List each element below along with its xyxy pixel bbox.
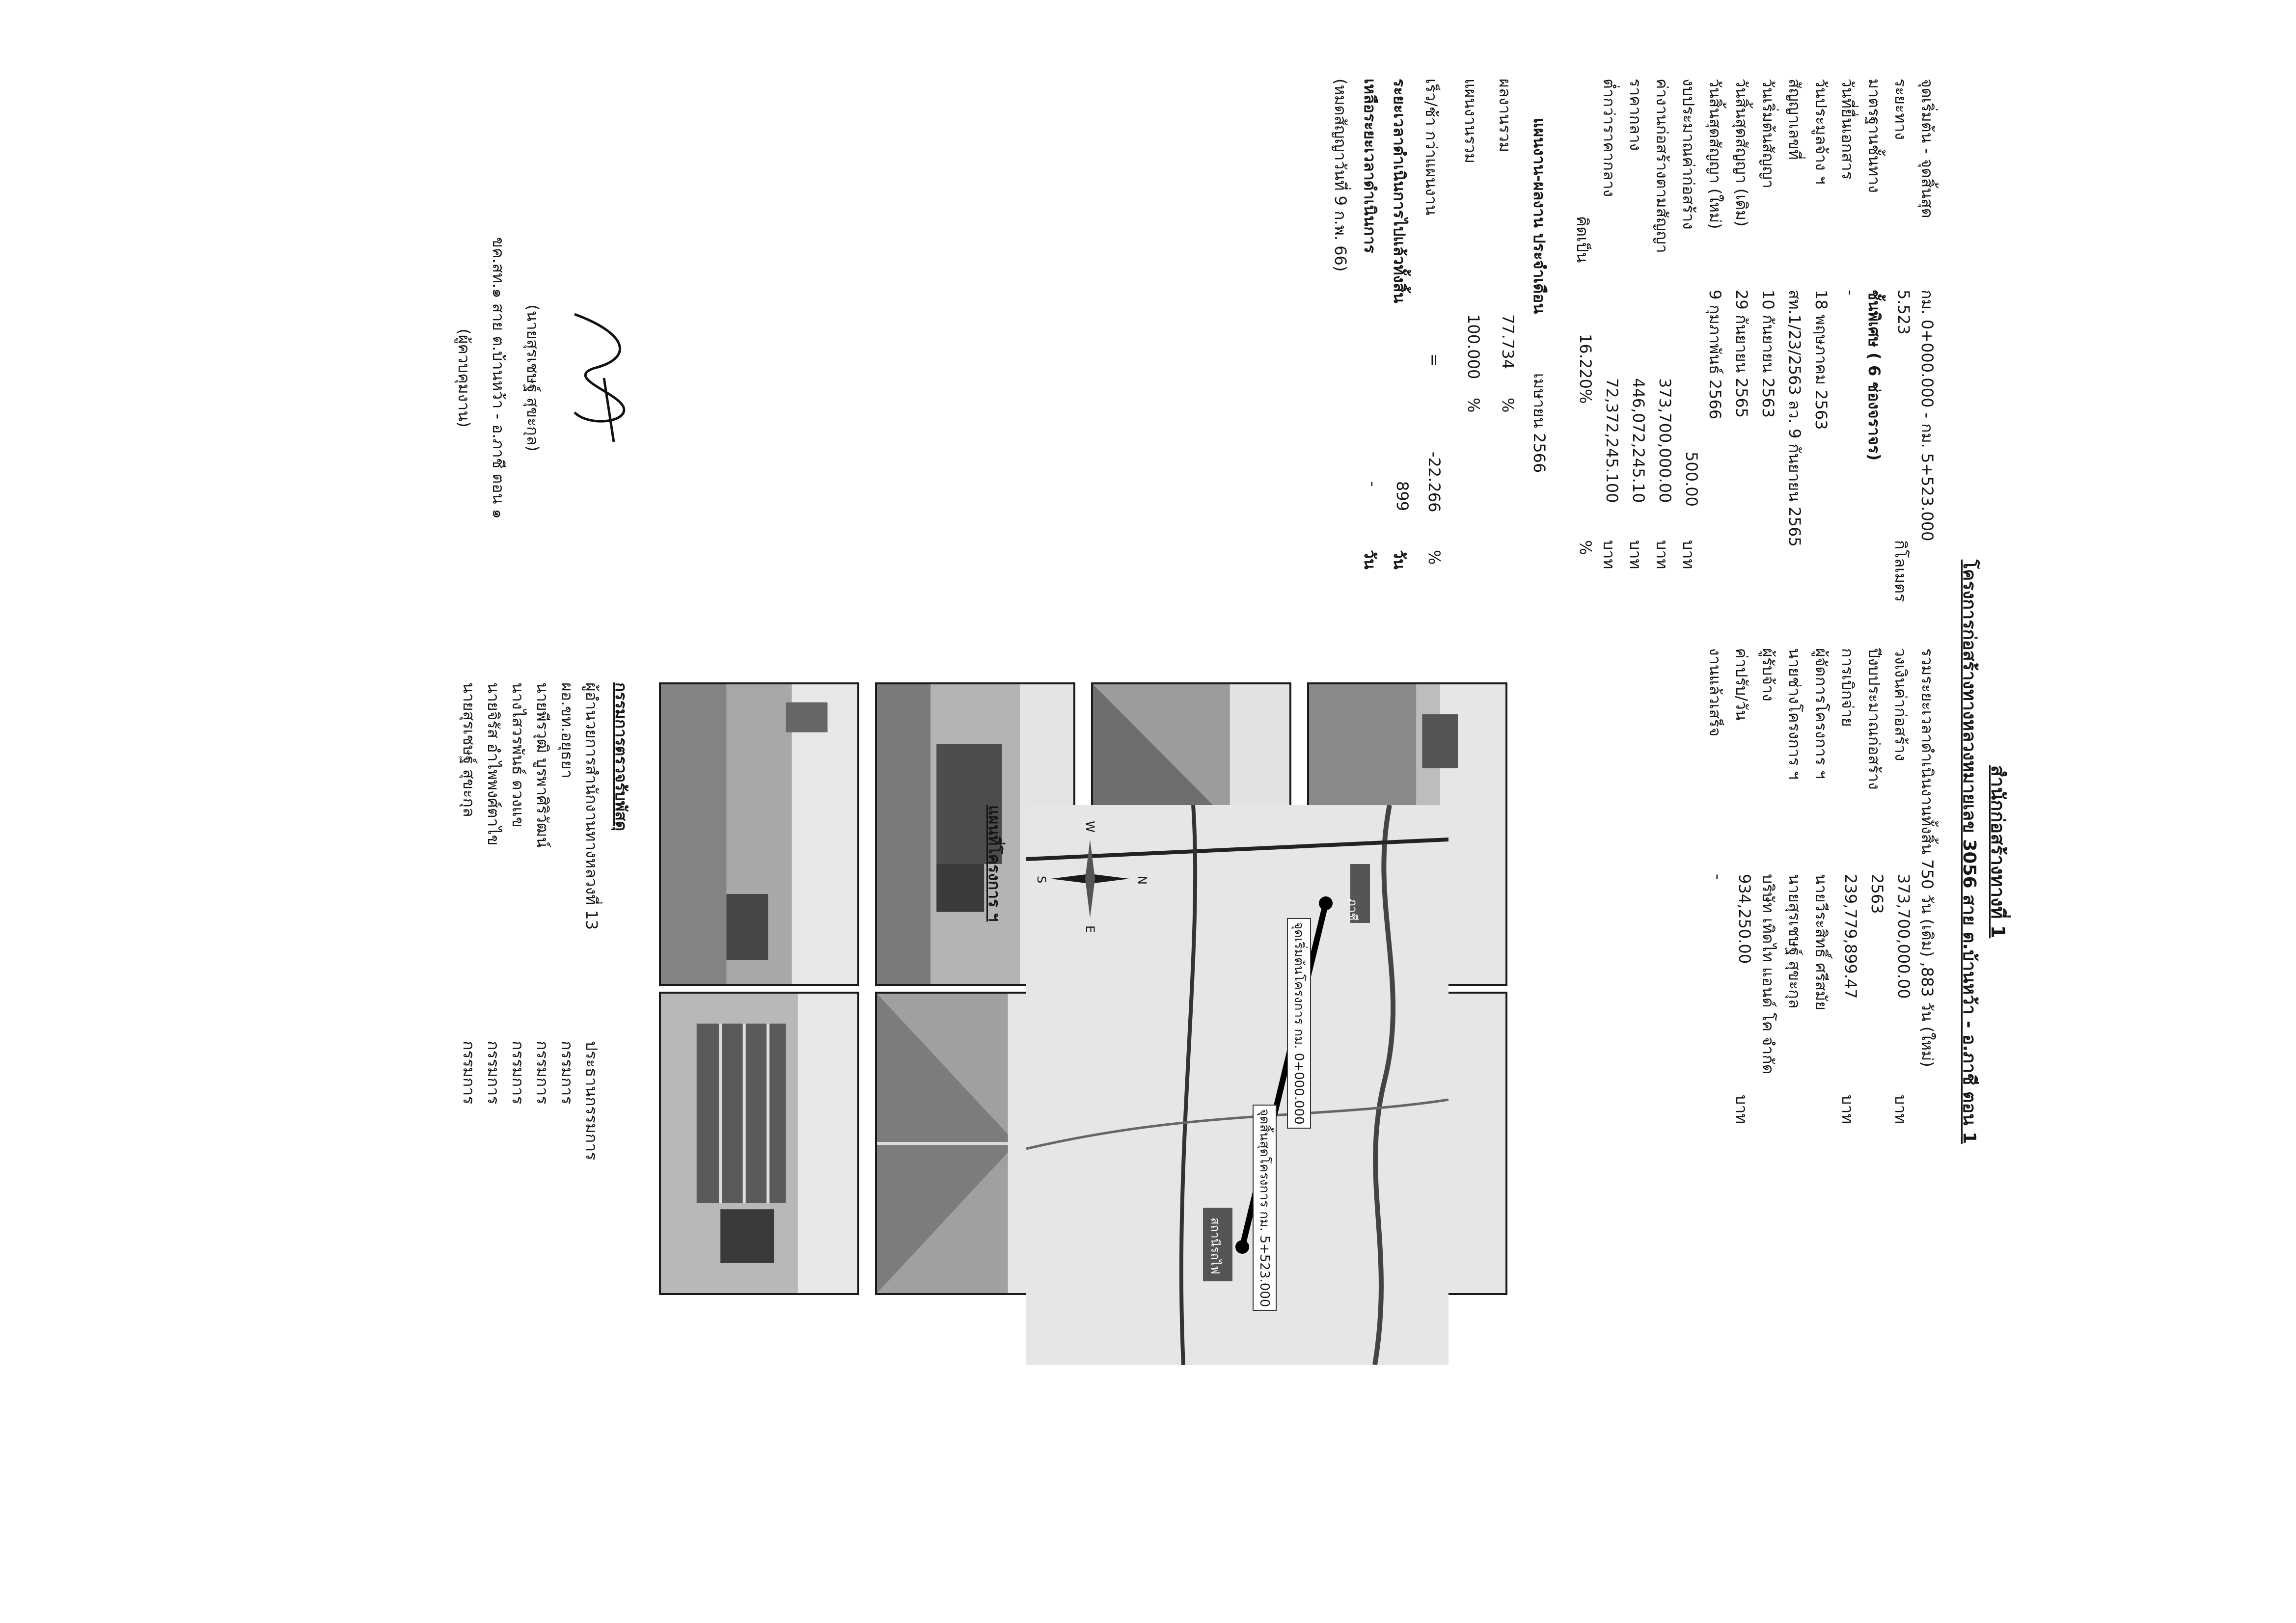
info-row xyxy=(1833,79,1860,1623)
committee-member-role: กรรมการ xyxy=(484,1041,503,1105)
info-label: ราคากลาง xyxy=(1626,79,1645,151)
percent-label: คิดเป็น xyxy=(1573,216,1592,263)
signatory-position: ขค.สท.๑ สาย ต.บ้านหว้า - อ.ภาชี ตอน ๑ xyxy=(489,237,508,519)
info-value: 9 กุมภาพันธ์ 2566 xyxy=(1706,290,1724,420)
info-row xyxy=(1727,79,1754,1623)
map-area-label: ภาชี xyxy=(1346,898,1360,921)
info-unit: บาท xyxy=(1653,540,1671,569)
info-unit-2: บาท xyxy=(1891,1095,1910,1124)
info-label: ค่างานก่อสร้างตามสัญญา xyxy=(1653,79,1671,253)
info-label: มาตรฐานชั้นทาง xyxy=(1865,79,1884,193)
info-label: วันเริ่มต้นสัญญา xyxy=(1759,79,1777,189)
compass-east: E xyxy=(1083,925,1097,933)
info-row xyxy=(1568,79,1595,1623)
info-value-2: นายสุรเชษฐ์ สุขะกุล xyxy=(1785,874,1804,1009)
info-row xyxy=(1595,79,1621,1623)
percent-unit: % xyxy=(1576,540,1595,555)
info-label: สัญญาเลขที่ xyxy=(1785,79,1804,160)
contract-end-note: (หมดสัญญาวันที่ 9 ก.พ. 66) xyxy=(1331,79,1350,272)
committee-member-name: นายจิรัส อำไพพงศ์ตาไข xyxy=(484,682,503,846)
info-label: งบประมาณค่าก่อสร้าง xyxy=(1679,79,1698,230)
office-title: สำนักก่อสร้างทางที่ 1 xyxy=(1987,765,2009,939)
info-value: 5.523 xyxy=(1894,290,1913,335)
info-value: 18 พฤษภาคม 2563 xyxy=(1812,290,1831,430)
info-value: 373,700,000.00 xyxy=(1656,378,1674,503)
info-row xyxy=(1860,79,1886,1623)
committee-member-role: กรรมการ xyxy=(533,1041,552,1105)
diff-equals: = xyxy=(1425,353,1444,367)
info-value-2: 239,779,899.47 xyxy=(1841,874,1860,999)
signatory-role: (ผู้ควบคุมงาน) xyxy=(455,328,473,428)
committee-title: กรรมการตรวจรับพัสดุ xyxy=(612,682,630,831)
remaining-unit: วัน xyxy=(1361,550,1379,569)
map-end-label: จุดสิ้นสุดโครงการ กม. 5+523.000 xyxy=(1253,1105,1277,1311)
committee-member-name: นายพีรวุฒิ บูรพาศิริวัฒน์ xyxy=(533,682,552,848)
plan-value: 100.000 xyxy=(1464,314,1483,379)
info-label-2: รวมระยะเวลาดำเนินงานทั้งสิ้น 750 วัน (เดิม) ,883 วัน (ใหม่) xyxy=(1918,648,1937,1067)
diff-unit: % xyxy=(1425,550,1444,565)
elapsed-value: 899 xyxy=(1393,481,1412,512)
info-label: ต่ำกว่าราคากลาง xyxy=(1600,79,1618,197)
elapsed-unit: วัน xyxy=(1390,550,1409,569)
plan-unit: % xyxy=(1464,398,1483,413)
info-value: 29 กันยายน 2565 xyxy=(1732,290,1751,418)
info-value: 72,372,245.100 xyxy=(1603,378,1621,503)
project-location-map xyxy=(1026,805,1449,1365)
info-label: วันสิ้นสุดสัญญา (เดิม) xyxy=(1732,79,1751,227)
actual-value: 77.734 xyxy=(1499,314,1517,369)
info-row xyxy=(1780,79,1807,1623)
info-value-2: 934,250.00 xyxy=(1735,874,1754,964)
signatory-name: (นายสุรเชษฐ์ สุขะกุล) xyxy=(523,304,542,452)
committee-member-role: กรรมการ xyxy=(460,1041,478,1105)
info-row xyxy=(1621,79,1648,1623)
info-label-2: ปีงบประมาณก่อสร้าง xyxy=(1865,648,1884,790)
map-station-label: สถานีรถไฟ xyxy=(1208,1217,1222,1274)
info-value-2: นายวีระสิทธิ์ ศรีสมัย xyxy=(1812,874,1831,1011)
info-value-2: - xyxy=(1709,874,1727,880)
info-value: ชั้นพิเศษ ( 6 ช่องจราจร) xyxy=(1865,290,1884,461)
info-unit-2: บาท xyxy=(1732,1095,1751,1124)
committee-member-name: นางไสวรพันธ์ ดวงแข xyxy=(509,682,527,828)
info-label: จุดเริ่มต้น - จุดสิ้นสุด xyxy=(1918,79,1937,218)
percent-value: 16.220% xyxy=(1576,334,1595,404)
info-label-2: ผู้จัดการโครงการ ฯ xyxy=(1812,648,1831,779)
compass-rose-icon xyxy=(1035,821,1149,933)
info-label-2: นายช่างโครงการ ฯ xyxy=(1785,648,1804,780)
info-row xyxy=(1807,79,1833,1623)
diff-value: -22.266 xyxy=(1425,452,1444,513)
committee-member-name: ผอ.ขท.อยุธยา xyxy=(558,682,576,779)
site-photo-roadside xyxy=(659,682,859,986)
info-value-2: 2563 xyxy=(1868,874,1886,914)
handwritten-signature xyxy=(550,304,648,452)
info-row xyxy=(1674,79,1701,1623)
map-title: แผนที่โครงการ ฯ xyxy=(985,805,1004,922)
map-start-label: จุดเริ่มต้นโครงการ กม. 0+000.000 xyxy=(1287,918,1311,1129)
info-label: วันสิ้นสุดสัญญา (ใหม่) xyxy=(1706,79,1724,229)
info-unit-2: บาท xyxy=(1838,1095,1857,1124)
info-value: 500.00 xyxy=(1682,452,1701,507)
info-label: วันที่ยื่นเอกสาร xyxy=(1838,79,1857,180)
info-row xyxy=(1701,79,1727,1623)
info-value: สท.1/23/2563 ลว. 9 กันยายน 2565 xyxy=(1785,290,1804,547)
site-photo-rebar-work xyxy=(659,992,859,1295)
info-row xyxy=(1754,79,1780,1623)
progress-title: แผนงาน-ผลงาน ประจำเดือน xyxy=(1530,118,1549,314)
info-row xyxy=(1913,79,1940,1623)
elapsed-label: ระยะเวลาดำเนินการไปแล้วทั้งสิ้น xyxy=(1390,79,1409,303)
info-value: กม. 0+000.000 - กม. 5+523.000 xyxy=(1918,290,1937,541)
committee-member-role: ประธานกรรมการ xyxy=(582,1041,601,1161)
committee-member-role: กรรมการ xyxy=(558,1041,576,1105)
info-unit: บาท xyxy=(1679,540,1698,569)
actual-label: ผลงานรวม xyxy=(1496,79,1514,153)
info-label: ระยะทาง xyxy=(1891,79,1910,140)
project-title: โครงการก่อสร้างทางหลวงหมายเลข 3056 สาย ต.บ้านหว้า - อ.ภาชี ตอน 1 xyxy=(1959,559,1979,1144)
info-value-2: บริษัท เทิดไท แอนด์ โค จำกัด xyxy=(1759,874,1777,1075)
info-label-2: วงเงินค่าก่อสร้าง xyxy=(1891,648,1910,761)
committee-member-name: ผู้อำนวยการสำนักงานทางหลวงที่ 13 xyxy=(582,682,601,930)
compass-south: S xyxy=(1035,876,1048,884)
compass-north: N xyxy=(1135,876,1149,885)
info-row xyxy=(1886,79,1913,1623)
rotated-report-page xyxy=(295,79,2013,1623)
info-value: 10 กันยายน 2563 xyxy=(1759,290,1777,418)
plan-label: แผนงานรวม xyxy=(1461,79,1480,163)
info-label-2: งานแล้วเสร็จ xyxy=(1706,648,1724,737)
actual-unit: % xyxy=(1499,398,1517,413)
info-unit: บาท xyxy=(1600,540,1618,569)
info-value: - xyxy=(1841,290,1860,296)
info-label: วันประมูลจ้าง ฯ xyxy=(1812,79,1831,185)
info-row xyxy=(1648,79,1674,1623)
info-unit: กิโลเมตร xyxy=(1891,540,1910,602)
compass-west: W xyxy=(1083,821,1097,833)
info-value-2: 373,700,000.00 xyxy=(1894,874,1913,999)
remaining-label: เหลือระยะเวลาดำเนินการ xyxy=(1361,79,1379,253)
info-label-2: ค่าปรับ/วัน xyxy=(1732,648,1751,721)
info-unit: บาท xyxy=(1626,540,1645,569)
diff-label: เร็ว/ช้า กว่าแผนงาน xyxy=(1422,79,1441,216)
info-label-2: ผู้รับจ้าง xyxy=(1759,648,1777,702)
info-value: 446,072,245.10 xyxy=(1629,378,1648,503)
committee-member-role: กรรมการ xyxy=(509,1041,527,1105)
progress-month: เมษายน 2566 xyxy=(1530,373,1549,473)
info-label-2: การเบิกจ่าย xyxy=(1838,648,1857,727)
remaining-value: - xyxy=(1364,481,1382,487)
committee-member-name: นายสุรเชษฐ์ สุขะกุล xyxy=(460,682,478,817)
